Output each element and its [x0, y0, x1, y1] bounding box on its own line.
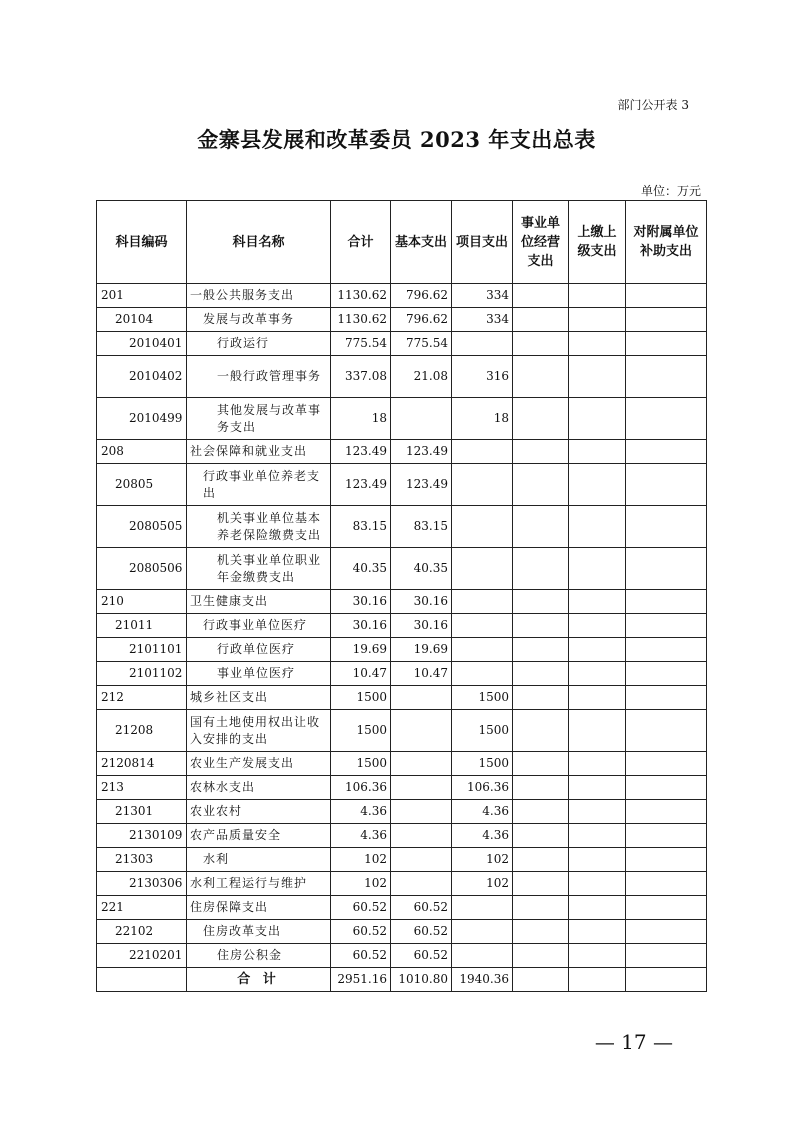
total-project: 1940.36: [452, 968, 513, 992]
subject-name: 卫生健康支出: [187, 590, 331, 614]
total-amount: 1500: [331, 710, 391, 752]
project-amount: 1500: [452, 686, 513, 710]
subsidy-amount: [626, 920, 707, 944]
business-amount: [513, 506, 569, 548]
basic-amount: 10.47: [391, 662, 452, 686]
remit-amount: [569, 944, 626, 968]
business-amount: [513, 284, 569, 308]
subject-code: 2130306: [97, 872, 187, 896]
subject-code: 210: [97, 590, 187, 614]
total-label: 合 计: [187, 968, 331, 992]
basic-amount: 30.16: [391, 590, 452, 614]
table-row: [97, 284, 707, 308]
subsidy-amount: [626, 800, 707, 824]
subsidy-amount: [626, 776, 707, 800]
remit-amount: [569, 710, 626, 752]
subject-code: 2130109: [97, 824, 187, 848]
subject-name: 城乡社区支出: [187, 686, 331, 710]
table-row: [97, 752, 707, 776]
subject-name: 行政运行: [187, 332, 331, 356]
table-row: [97, 506, 707, 548]
business-amount: [513, 710, 569, 752]
subject-code: 2120814: [97, 752, 187, 776]
subsidy-amount: [626, 548, 707, 590]
business-amount: [513, 824, 569, 848]
header-remit: 上缴上级支出: [569, 201, 626, 284]
subject-code: 2101101: [97, 638, 187, 662]
project-amount: 106.36: [452, 776, 513, 800]
basic-amount: [391, 872, 452, 896]
total-subsidy: [626, 968, 707, 992]
total-business: [513, 968, 569, 992]
header-row: [97, 201, 707, 284]
total-remit: [569, 968, 626, 992]
remit-amount: [569, 776, 626, 800]
subject-name: 机关事业单位基本养老保险缴费支出: [187, 506, 331, 548]
basic-amount: [391, 686, 452, 710]
subsidy-amount: [626, 896, 707, 920]
project-amount: [452, 590, 513, 614]
subject-code: 201: [97, 284, 187, 308]
subject-code: 21303: [97, 848, 187, 872]
total-amount: 83.15: [331, 506, 391, 548]
business-amount: [513, 590, 569, 614]
subject-name: 农林水支出: [187, 776, 331, 800]
basic-amount: 60.52: [391, 896, 452, 920]
table-row: [97, 398, 707, 440]
subject-code: 212: [97, 686, 187, 710]
subject-name: 其他发展与改革事务支出: [187, 398, 331, 440]
total-amount: 60.52: [331, 920, 391, 944]
basic-amount: 19.69: [391, 638, 452, 662]
project-amount: 4.36: [452, 800, 513, 824]
table-row: [97, 464, 707, 506]
business-amount: [513, 776, 569, 800]
basic-amount: [391, 398, 452, 440]
subject-name: 行政单位医疗: [187, 638, 331, 662]
header-project: 项目支出: [452, 201, 513, 284]
project-amount: [452, 920, 513, 944]
basic-amount: 796.62: [391, 284, 452, 308]
total-amount: 4.36: [331, 800, 391, 824]
project-amount: [452, 506, 513, 548]
remit-amount: [569, 440, 626, 464]
remit-amount: [569, 308, 626, 332]
total-amount: 1130.62: [331, 308, 391, 332]
header-total: 合计: [331, 201, 391, 284]
remit-amount: [569, 752, 626, 776]
total-amount: 60.52: [331, 896, 391, 920]
table-row: [97, 710, 707, 752]
subject-name: 事业单位医疗: [187, 662, 331, 686]
table-row: [97, 662, 707, 686]
table-row: [97, 872, 707, 896]
subject-name: 住房保障支出: [187, 896, 331, 920]
basic-amount: 30.16: [391, 614, 452, 638]
project-amount: [452, 944, 513, 968]
table-row: [97, 614, 707, 638]
subject-code: 21301: [97, 800, 187, 824]
basic-amount: 775.54: [391, 332, 452, 356]
subsidy-amount: [626, 944, 707, 968]
total-amount: 123.49: [331, 440, 391, 464]
subject-name: 一般公共服务支出: [187, 284, 331, 308]
table-row: [97, 776, 707, 800]
subject-code: 2010499: [97, 398, 187, 440]
total-amount: 10.47: [331, 662, 391, 686]
unit-label: 单位：万元: [640, 184, 701, 198]
total-amount: 4.36: [331, 824, 391, 848]
subject-name: 行政事业单位医疗: [187, 614, 331, 638]
project-amount: [452, 548, 513, 590]
remit-amount: [569, 464, 626, 506]
header-basic: 基本支出: [391, 201, 452, 284]
subject-name: 机关事业单位职业年金缴费支出: [187, 548, 331, 590]
subsidy-amount: [626, 398, 707, 440]
header-code: 科目编码: [97, 201, 187, 284]
header-subsidy: 对附属单位补助支出: [626, 201, 707, 284]
subject-name: 农产品质量安全: [187, 824, 331, 848]
subsidy-amount: [626, 662, 707, 686]
subject-code: 213: [97, 776, 187, 800]
subject-code: 2101102: [97, 662, 187, 686]
subject-name: 住房改革支出: [187, 920, 331, 944]
remit-amount: [569, 686, 626, 710]
subsidy-amount: [626, 848, 707, 872]
subject-name: 水利: [187, 848, 331, 872]
subsidy-amount: [626, 824, 707, 848]
remit-amount: [569, 800, 626, 824]
total-amount: 18: [331, 398, 391, 440]
basic-amount: 60.52: [391, 944, 452, 968]
subject-name: 社会保障和就业支出: [187, 440, 331, 464]
basic-amount: 83.15: [391, 506, 452, 548]
total-amount: 102: [331, 848, 391, 872]
project-amount: [452, 614, 513, 638]
subject-name: 农业农村: [187, 800, 331, 824]
total-amount: 1130.62: [331, 284, 391, 308]
subsidy-amount: [626, 614, 707, 638]
table-row: [97, 896, 707, 920]
table-row: [97, 356, 707, 398]
table-row: [97, 332, 707, 356]
business-amount: [513, 662, 569, 686]
subsidy-amount: [626, 440, 707, 464]
subject-code: 2210201: [97, 944, 187, 968]
project-amount: 316: [452, 356, 513, 398]
basic-amount: 40.35: [391, 548, 452, 590]
basic-amount: [391, 710, 452, 752]
subject-name: 一般行政管理事务: [187, 356, 331, 398]
total-sum: 2951.16: [331, 968, 391, 992]
project-amount: 102: [452, 872, 513, 896]
total-row: [97, 968, 707, 992]
remit-amount: [569, 638, 626, 662]
business-amount: [513, 752, 569, 776]
business-amount: [513, 308, 569, 332]
header-name: 科目名称: [187, 201, 331, 284]
business-amount: [513, 464, 569, 506]
subsidy-amount: [626, 464, 707, 506]
table-row: [97, 308, 707, 332]
basic-amount: [391, 776, 452, 800]
total-basic: 1010.80: [391, 968, 452, 992]
total-code-cell: [97, 968, 187, 992]
business-amount: [513, 800, 569, 824]
table-body: [97, 284, 707, 968]
project-amount: 4.36: [452, 824, 513, 848]
project-amount: [452, 896, 513, 920]
remit-amount: [569, 590, 626, 614]
total-amount: 1500: [331, 752, 391, 776]
table-row: [97, 800, 707, 824]
subject-code: 2080505: [97, 506, 187, 548]
business-amount: [513, 332, 569, 356]
subsidy-amount: [626, 710, 707, 752]
remit-amount: [569, 872, 626, 896]
business-amount: [513, 872, 569, 896]
table-row: [97, 686, 707, 710]
project-amount: [452, 464, 513, 506]
subsidy-amount: [626, 752, 707, 776]
remit-amount: [569, 848, 626, 872]
business-amount: [513, 548, 569, 590]
total-amount: 337.08: [331, 356, 391, 398]
project-amount: 1500: [452, 710, 513, 752]
table-row: [97, 944, 707, 968]
subject-code: 2010401: [97, 332, 187, 356]
total-amount: 106.36: [331, 776, 391, 800]
subsidy-amount: [626, 284, 707, 308]
business-amount: [513, 638, 569, 662]
expenditure-table: [96, 200, 707, 992]
subsidy-amount: [626, 872, 707, 896]
project-amount: 102: [452, 848, 513, 872]
business-amount: [513, 356, 569, 398]
basic-amount: [391, 800, 452, 824]
page-title: 金寨县发展和改革委员 2023 年支出总表: [197, 127, 596, 152]
total-amount: 123.49: [331, 464, 391, 506]
remit-amount: [569, 548, 626, 590]
business-amount: [513, 944, 569, 968]
basic-amount: 796.62: [391, 308, 452, 332]
subject-code: 21208: [97, 710, 187, 752]
header-business: 事业单位经营支出: [513, 201, 569, 284]
project-amount: [452, 440, 513, 464]
subject-code: 221: [97, 896, 187, 920]
project-amount: 18: [452, 398, 513, 440]
basic-amount: 123.49: [391, 464, 452, 506]
subject-name: 水利工程运行与维护: [187, 872, 331, 896]
remit-amount: [569, 614, 626, 638]
subsidy-amount: [626, 332, 707, 356]
table-row: [97, 440, 707, 464]
remit-amount: [569, 824, 626, 848]
subject-code: 20805: [97, 464, 187, 506]
business-amount: [513, 920, 569, 944]
subject-code: 20104: [97, 308, 187, 332]
subsidy-amount: [626, 686, 707, 710]
remit-amount: [569, 284, 626, 308]
remit-amount: [569, 662, 626, 686]
page-number: — 17 —: [594, 1030, 673, 1054]
table-row: [97, 920, 707, 944]
remit-amount: [569, 398, 626, 440]
table-row: [97, 548, 707, 590]
table-row: [97, 590, 707, 614]
basic-amount: [391, 824, 452, 848]
total-amount: 40.35: [331, 548, 391, 590]
table-number: 部门公开表 3: [617, 98, 689, 112]
subsidy-amount: [626, 638, 707, 662]
business-amount: [513, 686, 569, 710]
project-amount: [452, 332, 513, 356]
total-amount: 775.54: [331, 332, 391, 356]
business-amount: [513, 614, 569, 638]
basic-amount: [391, 848, 452, 872]
total-amount: 30.16: [331, 614, 391, 638]
subject-code: 21011: [97, 614, 187, 638]
total-amount: 60.52: [331, 944, 391, 968]
subject-name: 行政事业单位养老支出: [187, 464, 331, 506]
subject-name: 住房公积金: [187, 944, 331, 968]
remit-amount: [569, 896, 626, 920]
basic-amount: 123.49: [391, 440, 452, 464]
project-amount: [452, 638, 513, 662]
project-amount: 1500: [452, 752, 513, 776]
table-row: [97, 638, 707, 662]
subject-code: 208: [97, 440, 187, 464]
remit-amount: [569, 920, 626, 944]
table-row: [97, 848, 707, 872]
subject-code: 2080506: [97, 548, 187, 590]
remit-amount: [569, 506, 626, 548]
total-amount: 1500: [331, 686, 391, 710]
subsidy-amount: [626, 308, 707, 332]
remit-amount: [569, 356, 626, 398]
table-row: [97, 824, 707, 848]
project-amount: [452, 662, 513, 686]
project-amount: 334: [452, 308, 513, 332]
basic-amount: 60.52: [391, 920, 452, 944]
business-amount: [513, 440, 569, 464]
remit-amount: [569, 332, 626, 356]
subject-name: 农业生产发展支出: [187, 752, 331, 776]
total-amount: 19.69: [331, 638, 391, 662]
project-amount: 334: [452, 284, 513, 308]
subsidy-amount: [626, 506, 707, 548]
subject-name: 国有土地使用权出让收入安排的支出: [187, 710, 331, 752]
total-amount: 102: [331, 872, 391, 896]
subsidy-amount: [626, 356, 707, 398]
basic-amount: 21.08: [391, 356, 452, 398]
total-amount: 30.16: [331, 590, 391, 614]
subject-name: 发展与改革事务: [187, 308, 331, 332]
subsidy-amount: [626, 590, 707, 614]
business-amount: [513, 896, 569, 920]
basic-amount: [391, 752, 452, 776]
subject-code: 2010402: [97, 356, 187, 398]
business-amount: [513, 848, 569, 872]
business-amount: [513, 398, 569, 440]
subject-code: 22102: [97, 920, 187, 944]
